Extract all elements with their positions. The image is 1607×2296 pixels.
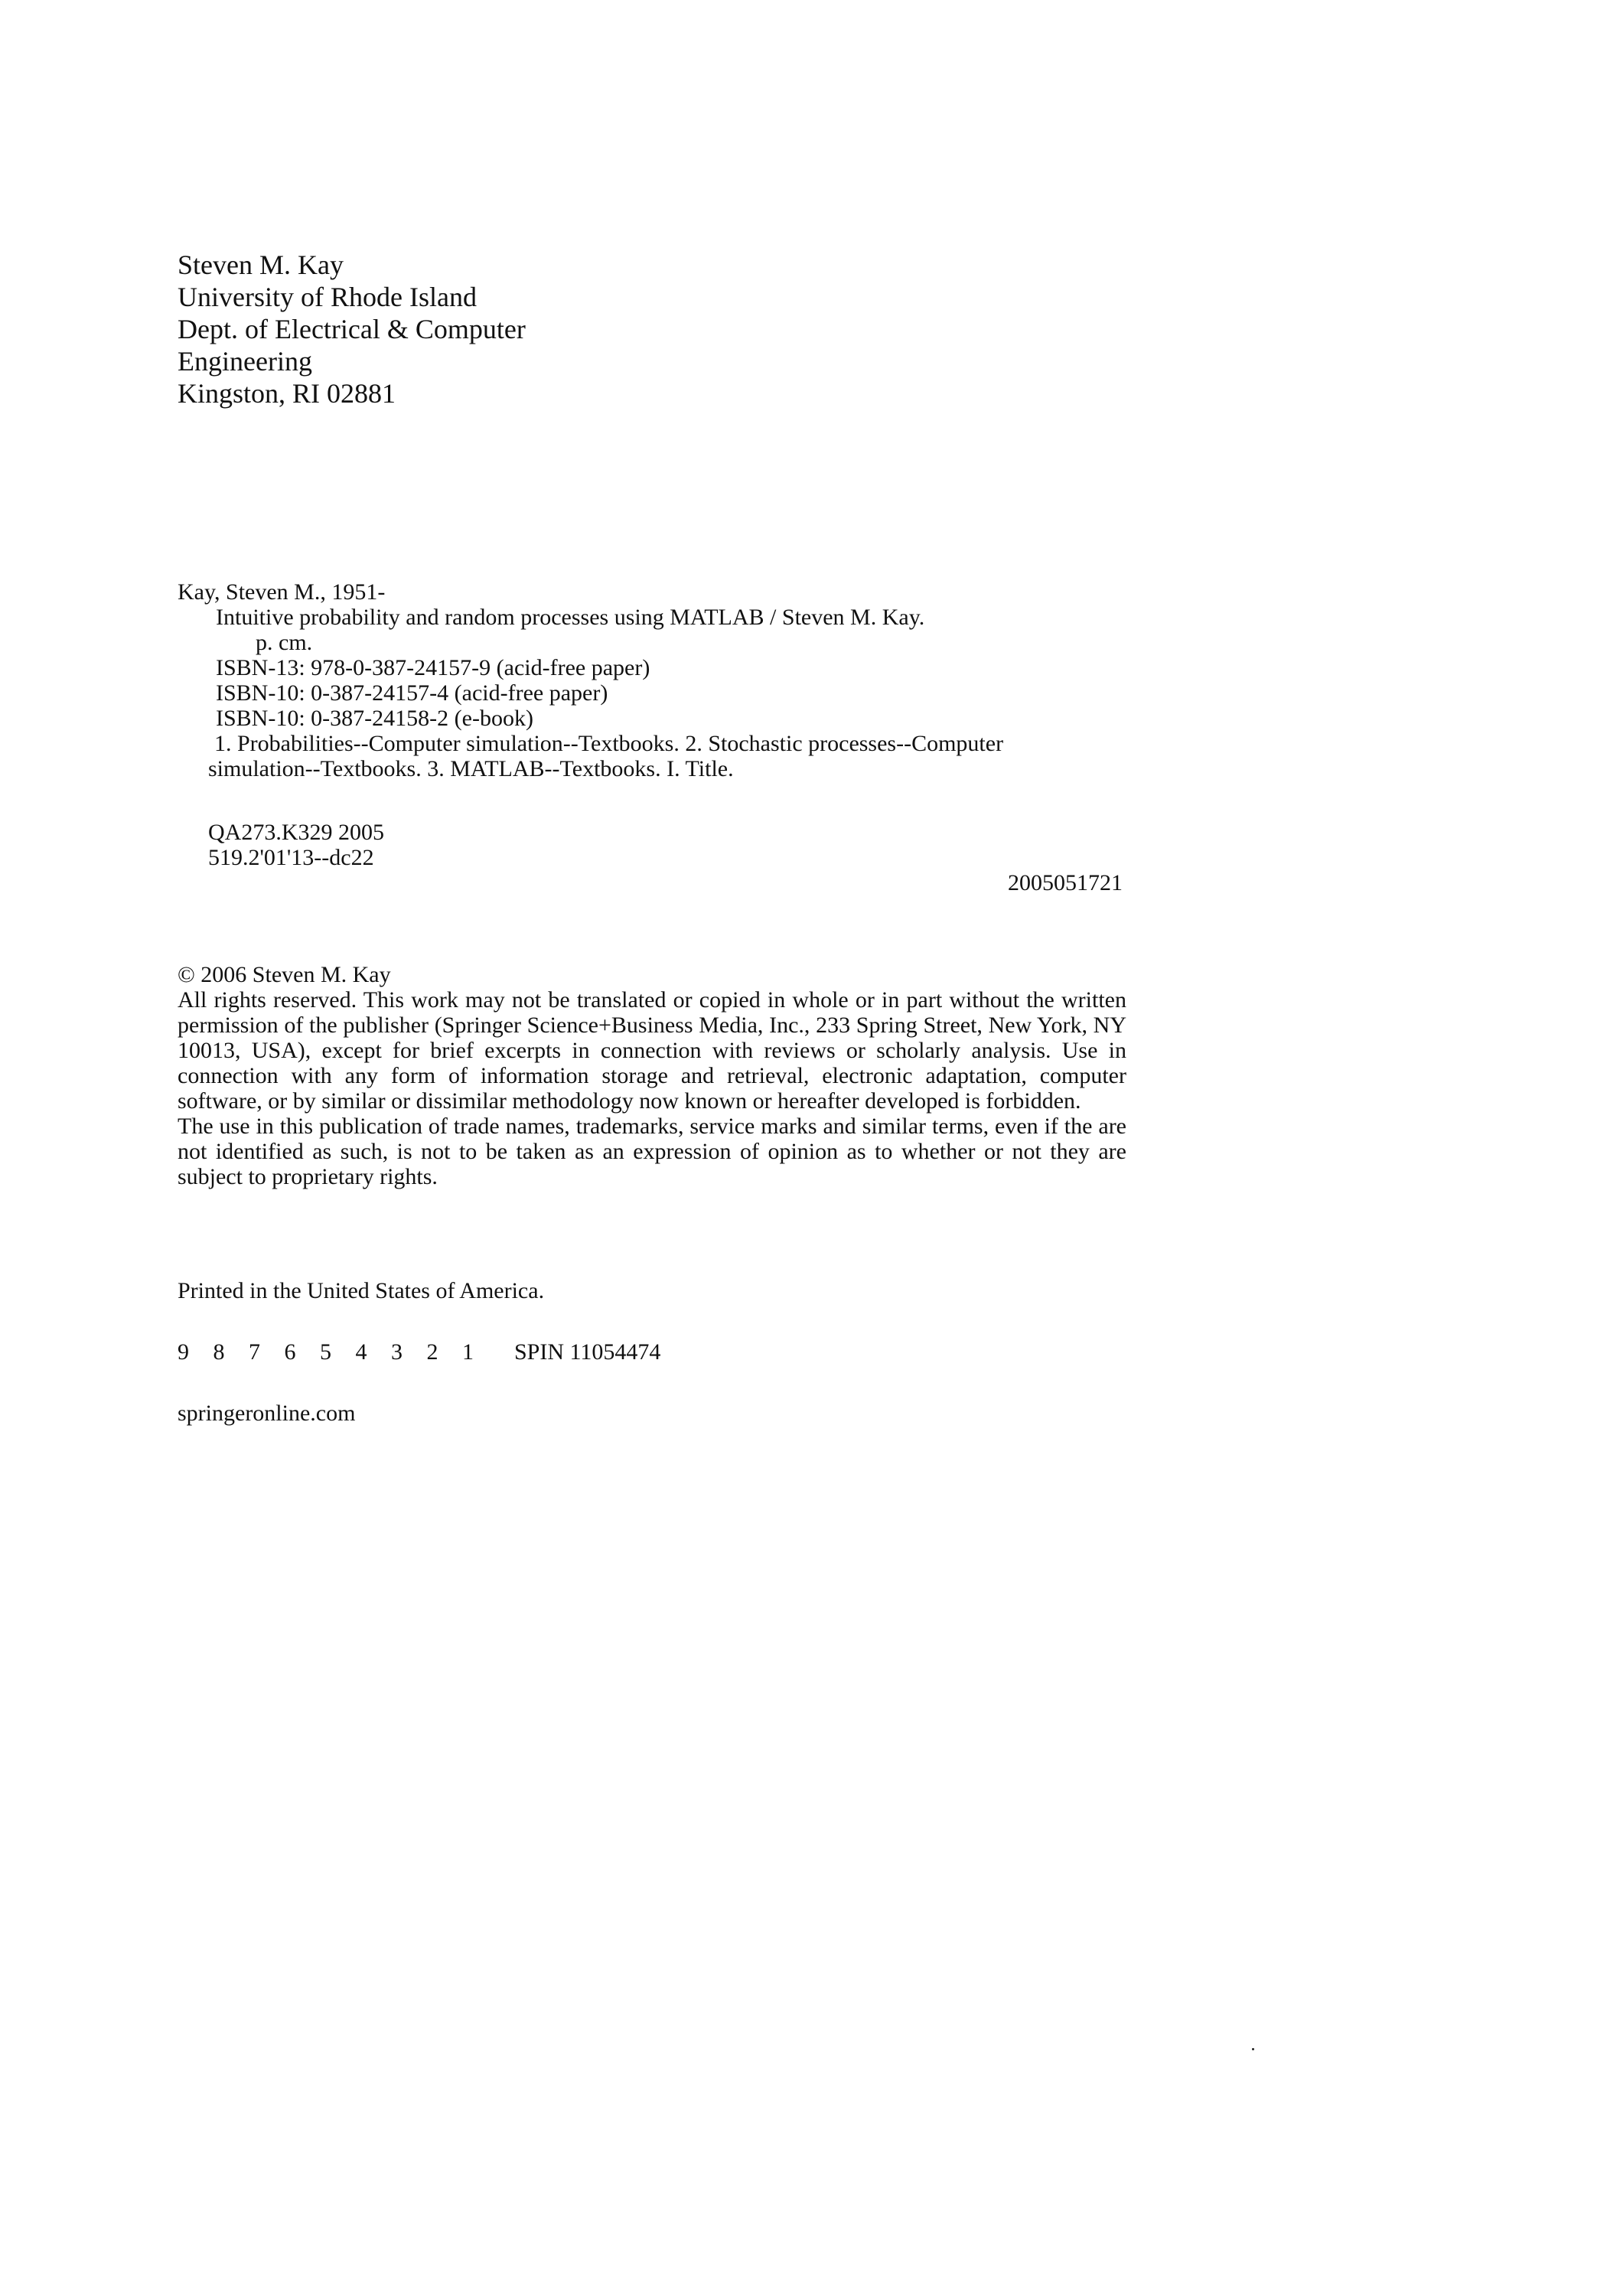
cip-call-number-dewey: 519.2'01'13--dc22	[208, 845, 374, 870]
cip-isbn-10-paper: ISBN-10: 0-387-24157-4 (acid-free paper)	[216, 680, 608, 706]
publisher-website: springeronline.com	[178, 1401, 356, 1426]
cataloging-in-publication-block	[178, 579, 1126, 895]
spin-number: SPIN 11054474	[514, 1339, 661, 1365]
author-university: University of Rhode Island	[178, 282, 477, 312]
cip-title: Intuitive probability and random processes using MATLAB / Steven M. Kay.	[216, 605, 925, 630]
cip-call-number-lc: QA273.K329 2005	[208, 820, 384, 845]
author-name: Steven M. Kay	[178, 249, 344, 280]
rights-reserved-paragraph: All rights reserved. This work may not be translated or copied in whole or in part without the written permission of the publisher (Springer Science+Business Media, Inc., 233 Spring Street, New York, NY 10013, USA), except for brief excerpts in connection with reviews or scholarly analysis. Use in connection with any form of information storage and retrieval, electronic adaptation, computer software, or by similar or dissimilar methodology now known or hereafter developed is forbidden.	[178, 987, 1126, 1114]
printed-in-line: Printed in the United States of America.	[178, 1278, 545, 1303]
author-department: Dept. of Electrical & Computer	[178, 314, 526, 344]
copyright-block	[178, 962, 1126, 1189]
cip-author: Kay, Steven M., 1951-	[178, 579, 386, 605]
author-department-cont: Engineering	[178, 346, 312, 377]
printing-line	[178, 1339, 661, 1365]
printing-numbers: 9 8 7 6 5 4 3 2 1	[178, 1339, 483, 1365]
cip-isbn-13: ISBN-13: 978-0-387-24157-9 (acid-free paper)	[216, 655, 650, 680]
cip-subjects-line-2: simulation--Textbooks. 3. MATLAB--Textbooks. I. Title.	[208, 756, 734, 781]
cip-isbn-10-ebook: ISBN-10: 0-387-24158-2 (e-book)	[216, 706, 533, 731]
copyright-line: © 2006 Steven M. Kay	[178, 962, 391, 987]
cip-subjects-line-1: 1. Probabilities--Computer simulation--Textbooks. 2. Stochastic processes--Computer	[214, 731, 1004, 756]
print-speck	[1252, 2048, 1254, 2050]
cip-pages: p. cm.	[256, 630, 313, 655]
author-address-block	[178, 249, 526, 409]
cip-lccn: 2005051721	[1008, 870, 1123, 895]
trademark-paragraph: The use in this publication of trade names, trademarks, service marks and similar terms, even if the are not identified as such, is not to be taken as an expression of opinion as to whether or not they are subject to proprietary rights.	[178, 1114, 1126, 1189]
author-city: Kingston, RI 02881	[178, 378, 396, 409]
